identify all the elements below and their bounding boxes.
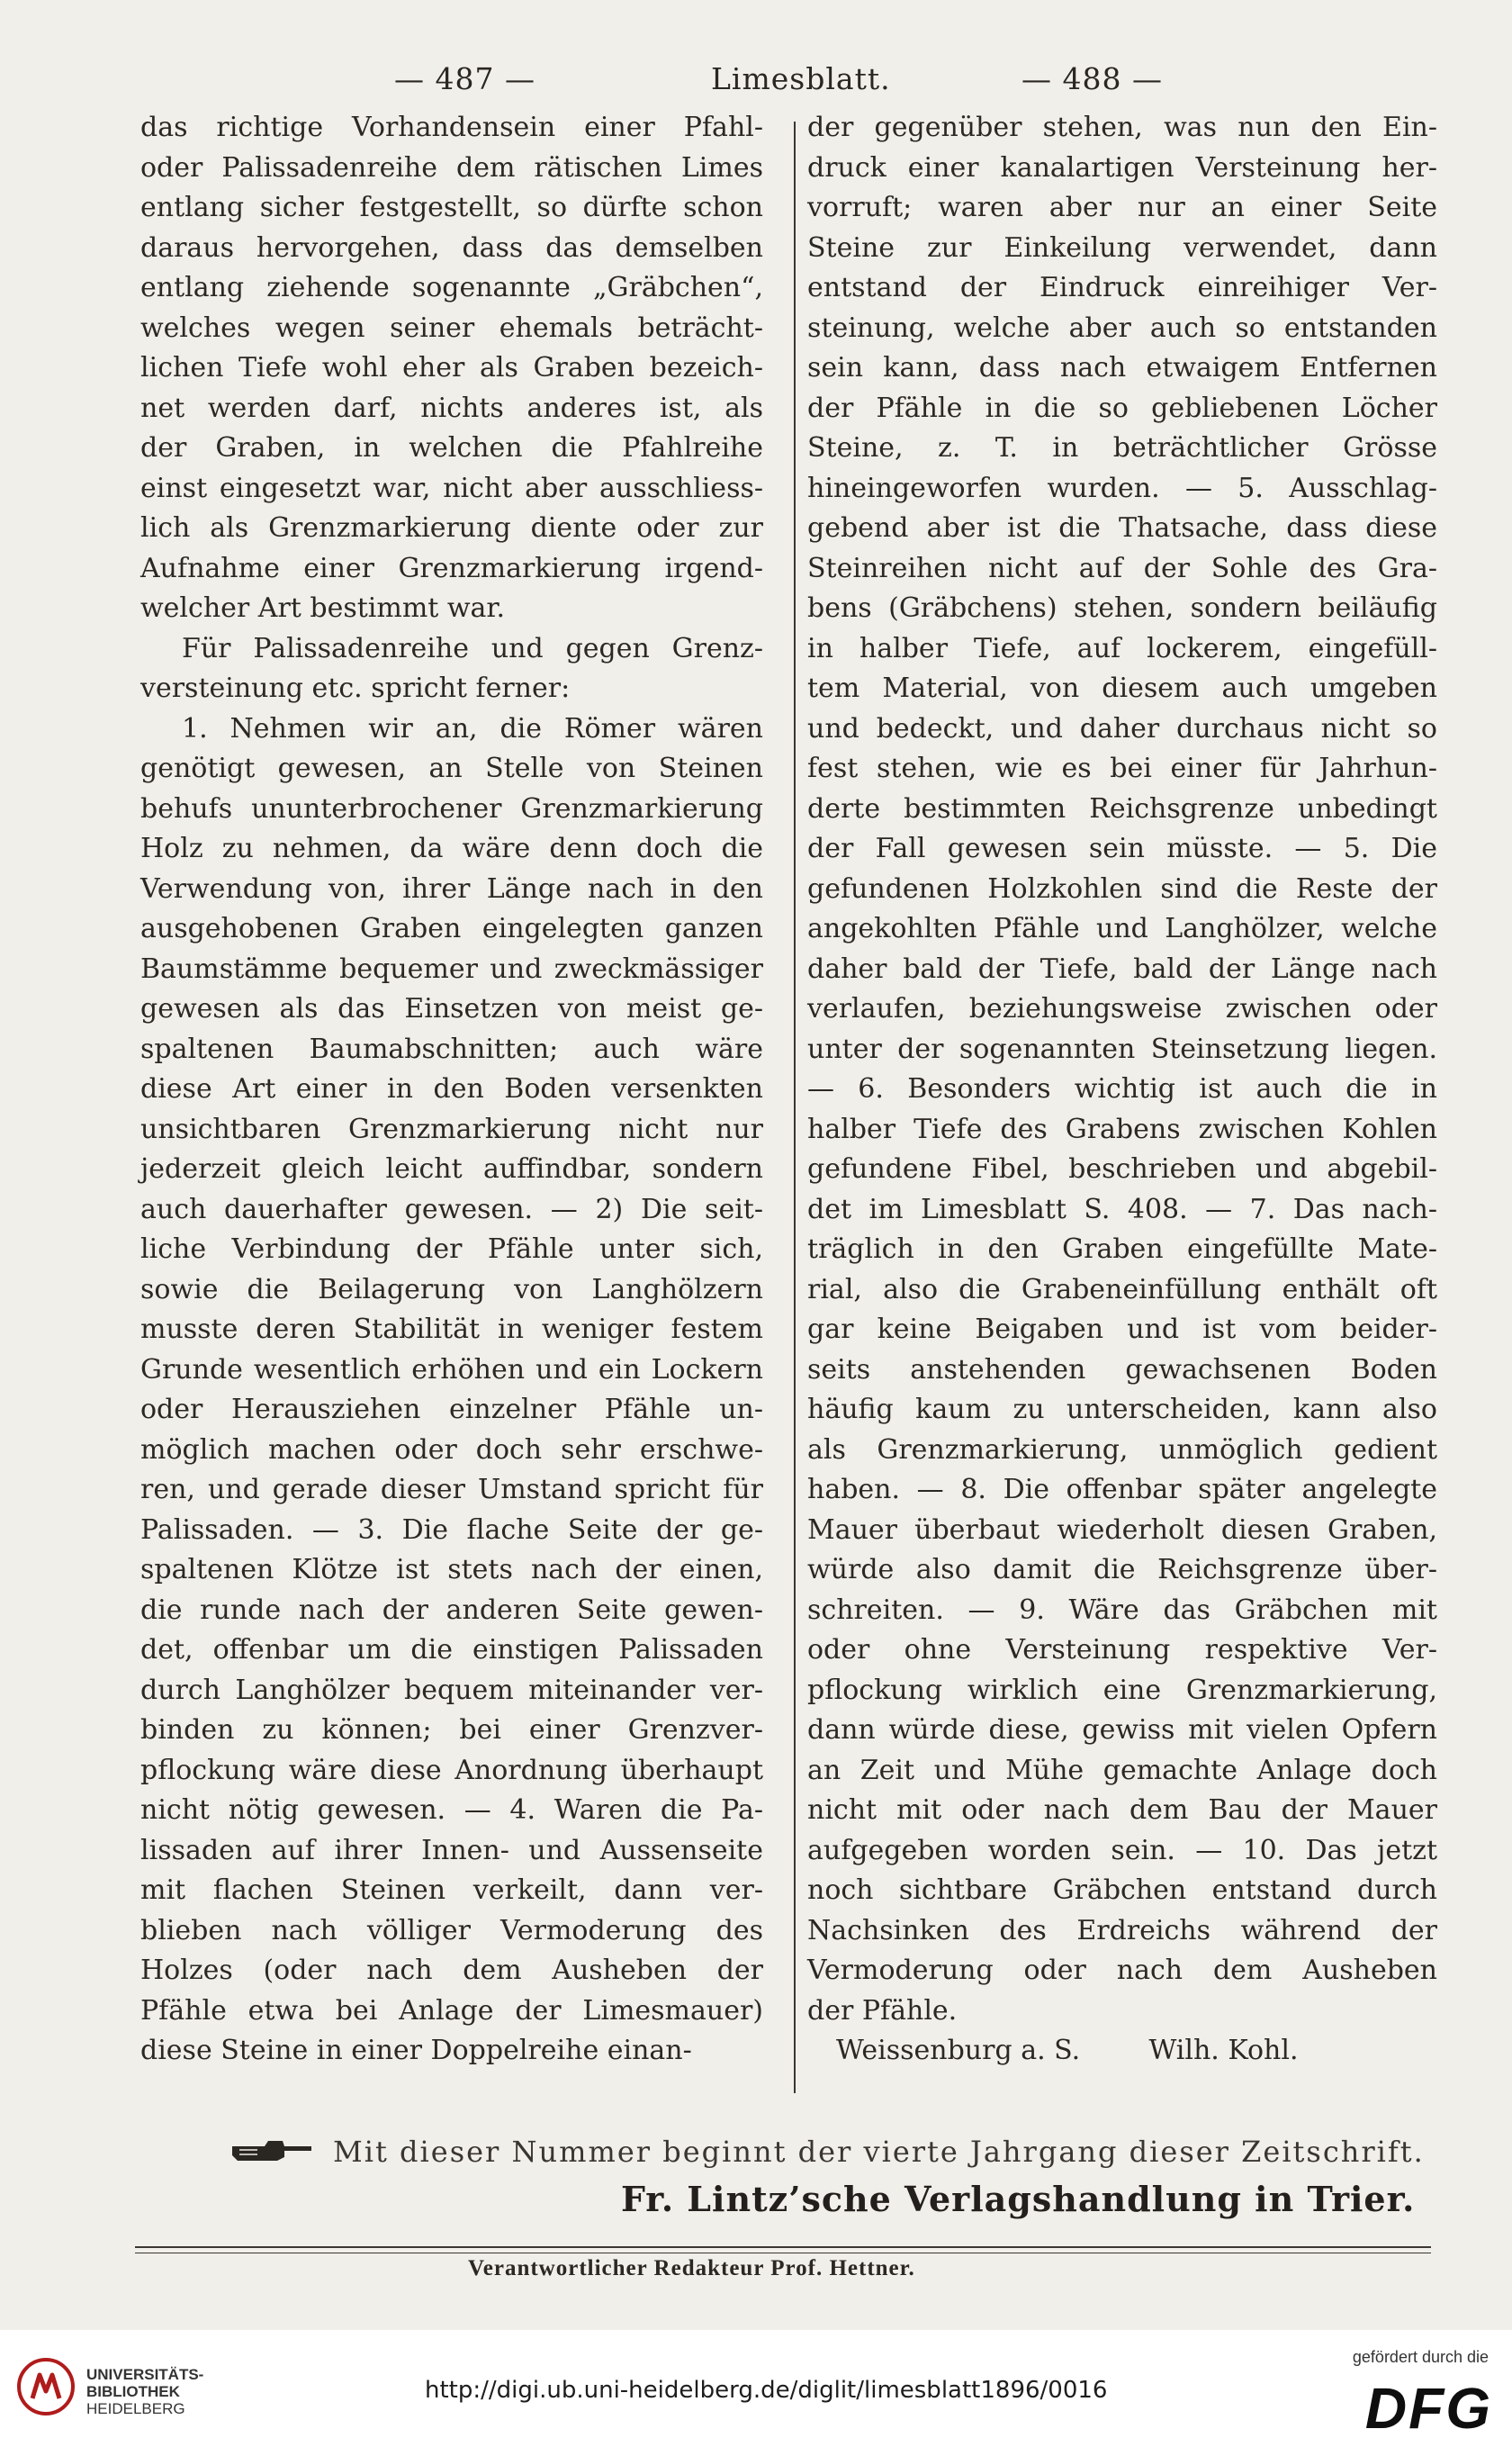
text-line: det im Limesblatt S. 408. — 7. Das nach- (807, 1193, 1437, 1225)
text-line: derte bestimmten Reichsgrenze unbedingt (807, 792, 1437, 825)
text-line: lichen Tiefe wohl eher als Graben bezeich- (140, 352, 763, 384)
text-line: einst eingesetzt war, nicht aber ausschliess- (140, 472, 763, 504)
text-line: Nachsinken des Erdreichs während der (807, 1914, 1437, 1946)
text-line: Aufnahme einer Grenzmarkierung irgend- (140, 552, 763, 584)
text-line: entstand der Eindruck einreihiger Ver- (807, 272, 1437, 303)
text-line: 1. Nehmen wir an, die Römer wären (182, 712, 763, 745)
editor-credit: Verantwortlicher Redakteur Prof. Hettner. (468, 2256, 915, 2280)
text-line: halber Tiefe des Grabens zwischen Kohlen (807, 1113, 1437, 1145)
footer-rule (135, 2246, 1431, 2248)
text-line: Holz zu nehmen, da wäre denn doch die (140, 833, 763, 864)
text-line: der Pfähle. (807, 1994, 958, 2027)
text-line: gewesen als das Einsetzen von meist ge- (140, 993, 763, 1025)
text-line: jederzeit gleich leicht auffindbar, sondern (140, 1153, 763, 1185)
text-line: steinung, welche aber auch so entstanden (807, 312, 1437, 344)
text-line: nicht nötig gewesen. — 4. Waren die Pa- (140, 1794, 763, 1826)
text-line: entlang sicher festgestellt, so dürfte schon (140, 192, 763, 223)
right-page-number: — 488 — (1022, 61, 1163, 96)
text-line: als Grenzmarkierung, unmöglich gedient (807, 1433, 1437, 1466)
text-line: ausgehobenen Graben eingelegten ganzen (140, 913, 763, 944)
text-line: der Pfähle in die so gebliebenen Löcher (807, 392, 1437, 424)
text-line: fest stehen, wie es bei einer für Jahrhun- (807, 753, 1437, 784)
text-line: druck einer kanalartigen Versteinung her- (807, 151, 1437, 184)
text-line: gefundenen Holzkohlen sind die Reste der (807, 872, 1437, 905)
text-line: unsichtbaren Grenzmarkierung nicht nur (140, 1113, 763, 1145)
library-name-line: UNIVERSITÄTS- (86, 2366, 204, 2383)
text-line: musste deren Stabilität in weniger festem (140, 1314, 763, 1345)
text-line: hineingeworfen wurden. — 5. Ausschlag- (807, 472, 1437, 504)
text-line: liche Verbindung der Pfähle unter sich, (140, 1233, 763, 1265)
text-line: daher bald der Tiefe, bald der Länge nach (807, 953, 1437, 985)
library-name (86, 2366, 203, 2417)
text-line: Palissaden. — 3. Die flache Seite der ge- (140, 1513, 763, 1546)
permalink-url[interactable]: http://digi.ub.uni-heidelberg.de/diglit/limesblatt1896/0016 (425, 2377, 1108, 2404)
page-header (0, 61, 1512, 106)
text-line: würde also damit die Reichsgrenze über- (807, 1554, 1437, 1585)
text-line: sein kann, dass nach etwaigem Entfernen (807, 352, 1437, 384)
text-line: Verwendung von, ihrer Länge nach in den (140, 872, 763, 905)
text-line: gefundene Fibel, beschrieben und abgebil- (807, 1153, 1437, 1185)
text-line: in halber Tiefe, auf lockerem, eingefüll- (807, 632, 1437, 664)
text-line: die runde nach der anderen Seite gewen- (140, 1594, 763, 1626)
text-line: genötigt gewesen, an Stelle von Steinen (140, 753, 763, 784)
funding-note: gefördert durch die (1352, 2348, 1489, 2366)
text-line: lich als Grenzmarkierung diente oder zur (140, 512, 763, 544)
text-line: diese Steine in einer Doppelreihe einan- (140, 2035, 692, 2066)
text-line: tem Material, von diesem auch umgeben (807, 673, 1437, 704)
text-line: möglich machen oder doch sehr erschwe- (140, 1433, 763, 1466)
text-line: vorruft; waren aber nur an einer Seite (807, 192, 1437, 223)
text-line: pflockung wäre diese Anordnung überhaupt (140, 1754, 763, 1786)
text-line: ren, und gerade dieser Umstand spricht für (140, 1474, 763, 1505)
text-line: haben. — 8. Die offenbar später angelegte (807, 1474, 1437, 1505)
text-line: noch sichtbare Gräbchen entstand durch (807, 1874, 1437, 1906)
text-line: Steine, z. T. in beträchtlicher Grösse (807, 432, 1437, 464)
text-line: det, offenbar um die einstigen Palissaden (140, 1634, 763, 1666)
publisher-line: Fr. Lintz’sche Verlagshandlung in Trier. (621, 2179, 1416, 2219)
text-line: versteinung etc. spricht ferner: (140, 673, 571, 704)
text-line: dann würde diese, gewiss mit vielen Opfern (807, 1714, 1437, 1746)
text-line: pflockung wirklich eine Grenzmarkierung, (807, 1674, 1437, 1706)
text-line: Vermoderung oder nach dem Ausheben (807, 1955, 1437, 1986)
text-line: träglich in den Graben eingefüllte Mate- (807, 1233, 1437, 1265)
text-line: der gegenüber stehen, was nun den Ein- (807, 112, 1437, 143)
text-line: und bedeckt, und daher durchaus nicht so (807, 712, 1437, 745)
text-line: daraus hervorgehen, dass das demselben (140, 231, 763, 264)
left-page-number: — 487 — (394, 61, 536, 96)
text-line: welches wegen seiner ehemals beträcht- (140, 312, 763, 344)
pointing-hand-icon (230, 2137, 313, 2164)
text-line: aufgegeben worden sein. — 10. Das jetzt (807, 1834, 1437, 1866)
text-line: seits anstehenden gewachsenen Boden (807, 1353, 1437, 1386)
text-line: oder ohne Versteinung respektive Ver- (807, 1634, 1437, 1666)
text-line: spaltenen Klötze ist stets nach der einen, (140, 1554, 763, 1585)
text-line: — 6. Besonders wichtig ist auch die in (807, 1073, 1437, 1105)
column-divider (794, 122, 796, 2093)
text-line: der Fall gewesen sein müsste. — 5. Die (807, 833, 1437, 864)
text-line: Weissenburg a. S. Wilh. Kohl. (836, 2035, 1299, 2066)
ub-heidelberg-logo-icon (16, 2357, 76, 2416)
text-line: oder Palissadenreihe dem rätischen Limes (140, 151, 763, 184)
text-line: unter der sogenannten Steinsetzung liegen. (807, 1033, 1437, 1065)
text-line: diese Art einer in den Boden versenkten (140, 1073, 763, 1105)
library-name-line: BIBLIOTHEK (86, 2383, 180, 2400)
digitization-footer (0, 2330, 1512, 2447)
text-line: Für Palissadenreihe und gegen Grenz- (182, 632, 763, 664)
right-column-text (807, 108, 1437, 2072)
text-line: Pfähle etwa bei Anlage der Limesmauer) (140, 1994, 763, 2027)
text-line: häufig kaum zu unterscheiden, kann also (807, 1394, 1437, 1425)
text-line: binden zu können; bei einer Grenzver- (140, 1714, 763, 1746)
text-line: sowie die Beilagerung von Langhölzern (140, 1273, 763, 1305)
text-line: nicht mit oder nach dem Bau der Mauer (807, 1794, 1437, 1826)
text-line: gar keine Beigaben und ist vom beider- (807, 1314, 1437, 1345)
text-line: blieben nach völliger Vermoderung des (140, 1914, 763, 1946)
dfg-logo: DFG (1364, 2376, 1492, 2441)
text-line: das richtige Vorhandensein einer Pfahl- (140, 112, 763, 143)
text-line: der Graben, in welchen die Pfahlreihe (140, 432, 763, 464)
text-line: bens (Gräbchens) stehen, sondern beiläufig (807, 592, 1437, 624)
text-line: rial, also die Grabeneinfüllung enthält oft (807, 1273, 1437, 1305)
notice-text: Mit dieser Nummer beginnt der vierte Jahrgang dieser Zeitschrift. (333, 2135, 1425, 2169)
text-line: angekohlten Pfähle und Langhölzer, welche (807, 913, 1437, 944)
text-line: net werden darf, nichts anderes ist, als (140, 392, 763, 424)
left-column-text (140, 108, 763, 2072)
text-line: Steinreihen nicht auf der Sohle des Gra- (807, 552, 1437, 584)
text-line: spaltenen Baumabschnitten; auch wäre (140, 1033, 763, 1065)
text-line: Mauer überbaut wiederholt diesen Graben, (807, 1513, 1437, 1546)
text-line: behufs ununterbrochener Grenzmarkierung (140, 792, 763, 825)
text-line: schreiten. — 9. Wäre das Gräbchen mit (807, 1594, 1437, 1626)
text-line: Steine zur Einkeilung verwendet, dann (807, 231, 1437, 264)
text-line: gebend aber ist die Thatsache, dass diese (807, 512, 1437, 544)
library-name-line: HEIDELBERG (86, 2400, 185, 2417)
text-line: mit flachen Steinen verkeilt, dann ver- (140, 1874, 763, 1906)
running-title: Limesblatt. (711, 61, 891, 96)
text-line: lissaden auf ihrer Innen- und Aussenseite (140, 1834, 763, 1866)
text-line: welcher Art bestimmt war. (140, 592, 506, 624)
text-line: Baumstämme bequemer und zweckmässiger (140, 953, 763, 985)
text-line: oder Herausziehen einzelner Pfähle un- (140, 1394, 763, 1425)
text-line: Holzes (oder nach dem Ausheben der (140, 1955, 763, 1986)
text-line: durch Langhölzer bequem miteinander ver- (140, 1674, 763, 1706)
text-line: an Zeit und Mühe gemachte Anlage doch (807, 1754, 1437, 1786)
text-line: verlaufen, beziehungsweise zwischen oder (807, 993, 1437, 1025)
text-line: entlang ziehende sogenannte „Gräbchen“, (140, 272, 763, 303)
text-line: Grunde wesentlich erhöhen und ein Lockern (140, 1353, 763, 1386)
text-line: auch dauerhafter gewesen. — 2) Die seit- (140, 1193, 763, 1225)
